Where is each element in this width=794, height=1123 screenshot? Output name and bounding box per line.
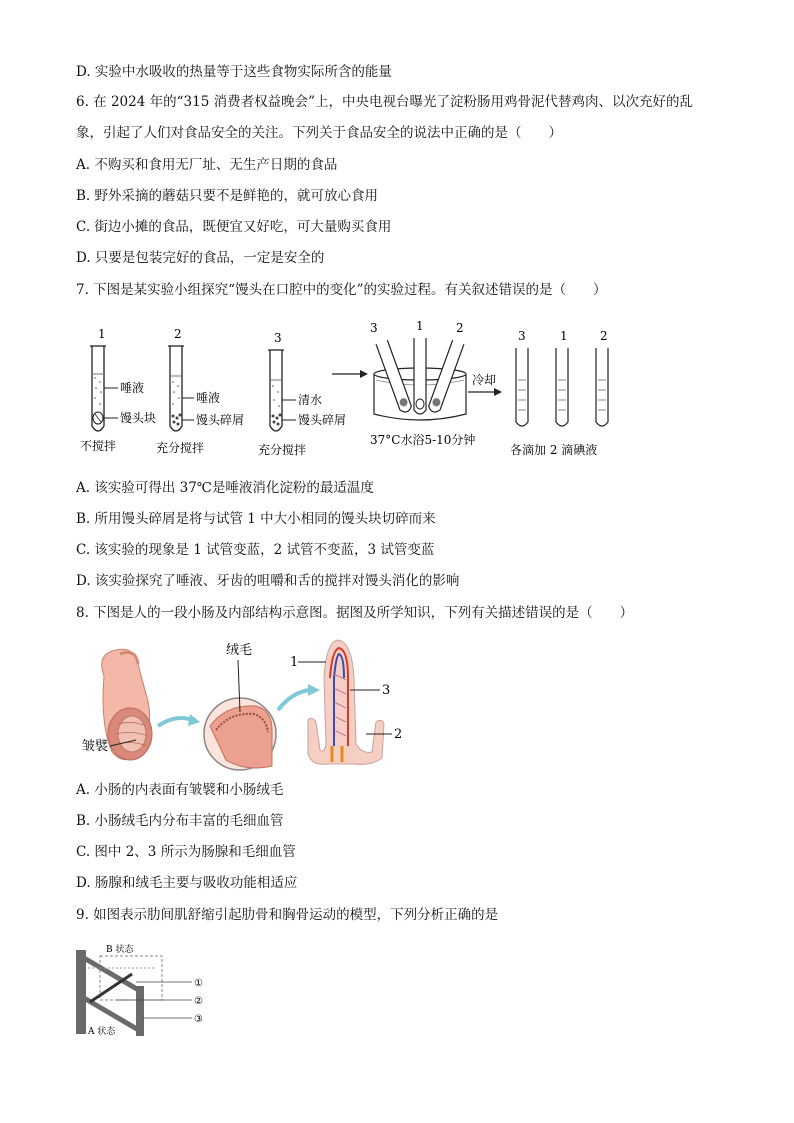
fold-label: 皱襞 xyxy=(82,739,109,754)
q7-option-a: A. 该实验可得出 37℃是唾液消化淀粉的最适温度 xyxy=(76,480,374,496)
tube2-condition: 充分搅拌 xyxy=(156,441,205,455)
q7-option-c: C. 该实验的现象是 1 试管变蓝，2 试管不变蓝，3 试管变蓝 xyxy=(76,542,435,558)
cool-label: 冷却 xyxy=(472,373,497,387)
tube3-crumbs-label: 馒头碎屑 xyxy=(298,413,347,427)
bath-tube2-num: 2 xyxy=(456,321,464,335)
tube2-crumbs-label: 馒头碎屑 xyxy=(196,413,245,427)
final-tube3-num: 3 xyxy=(518,329,526,343)
state-a-label: A 状态 xyxy=(88,1027,116,1037)
final-tube1-num: 1 xyxy=(560,329,568,343)
q7-stem: 7. 下图是某实验小组探究“馒头在口腔中的变化”的实验过程。有关叙述错误的是（ ） xyxy=(76,282,607,298)
q6-option-a: A. 不购买和食用无厂址、无生产日期的食品 xyxy=(76,157,338,173)
tube2-saliva-label: 唾液 xyxy=(196,391,221,405)
marker-1: ① xyxy=(194,978,203,989)
q8-intestine-figure xyxy=(76,634,416,774)
q7-option-b: B. 所用馒头碎屑是将与试管 1 中大小相同的馒头块切碎而来 xyxy=(76,511,436,527)
tube3-condition: 充分搅拌 xyxy=(258,443,307,457)
q8-option-b: B. 小肠绒毛内分布丰富的毛细血管 xyxy=(76,813,284,829)
iodine-label: 各滴加 2 滴碘液 xyxy=(510,443,598,457)
q8-stem: 8. 下图是人的一段小肠及内部结构示意图。据图及所学知识，下列有关描述错误的是（ ） xyxy=(76,605,634,621)
tube1-condition: 不搅拌 xyxy=(80,439,117,453)
tube3-water-label: 清水 xyxy=(298,393,323,407)
bath-tube1-num: 1 xyxy=(416,319,424,333)
q6-option-d: D. 只要是包装完好的食品，一定是安全的 xyxy=(76,250,325,266)
state-b-label: B 状态 xyxy=(106,945,134,955)
spine-post xyxy=(76,950,86,1034)
q6-stem-line1: 6. 在 2024 年的“315 消费者权益晚会”上，中央电视台曝光了淀粉肠用鸡骨泥代替鸡肉、以次充好的乱 xyxy=(76,94,693,110)
intercostal-muscle xyxy=(90,974,132,1002)
q9-rib-model-figure xyxy=(76,938,226,1040)
q8-option-a: A. 小肠的内表面有皱襞和小肠绒毛 xyxy=(76,782,284,798)
q8-option-d: D. 肠腺和绒毛主要与吸收功能相适应 xyxy=(76,875,298,891)
villus-label: 绒毛 xyxy=(226,643,253,658)
q7-option-d: D. 该实验探究了唾液、牙齿的咀嚼和舌的搅拌对馒头消化的影响 xyxy=(76,573,460,589)
q5-option-d: D. 实验中水吸收的热量等于这些食物实际所含的能量 xyxy=(76,64,392,80)
bath-label: 37°C水浴5-10分钟 xyxy=(370,433,476,447)
q6-option-c: C. 街边小摊的食品，既便宜又好吃，可大量购买食用 xyxy=(76,219,392,235)
label-1: 1 xyxy=(290,655,299,670)
marker-2: ② xyxy=(194,996,203,1007)
bath-tube3-num: 3 xyxy=(370,321,378,335)
marker-3: ③ xyxy=(194,1014,203,1025)
q6-stem-line2: 象，引起了人们对食品安全的关注。下列关于食品安全的说法中正确的是（ ） xyxy=(76,125,562,141)
tube2-crumbs xyxy=(172,414,182,426)
label-2: 2 xyxy=(394,727,403,742)
tube2-number: 2 xyxy=(174,327,182,341)
tube1-bread-block-label: 馒头块 xyxy=(120,411,157,425)
tube1-saliva-label: 唾液 xyxy=(120,381,145,395)
label-3: 3 xyxy=(382,683,391,698)
q8-option-c: C. 图中 2、3 所示为肠腺和毛细血管 xyxy=(76,844,296,860)
q7-experiment-figure xyxy=(76,318,636,466)
tube3-number: 3 xyxy=(274,331,282,345)
q9-stem: 9. 如图表示肋间肌舒缩引起肋骨和胸骨运动的模型，下列分析正确的是 xyxy=(76,907,499,923)
tube1-number: 1 xyxy=(98,327,106,341)
final-tube2-num: 2 xyxy=(600,329,608,343)
q6-option-b: B. 野外采摘的蘑菇只要不是鲜艳的，就可放心食用 xyxy=(76,188,379,204)
